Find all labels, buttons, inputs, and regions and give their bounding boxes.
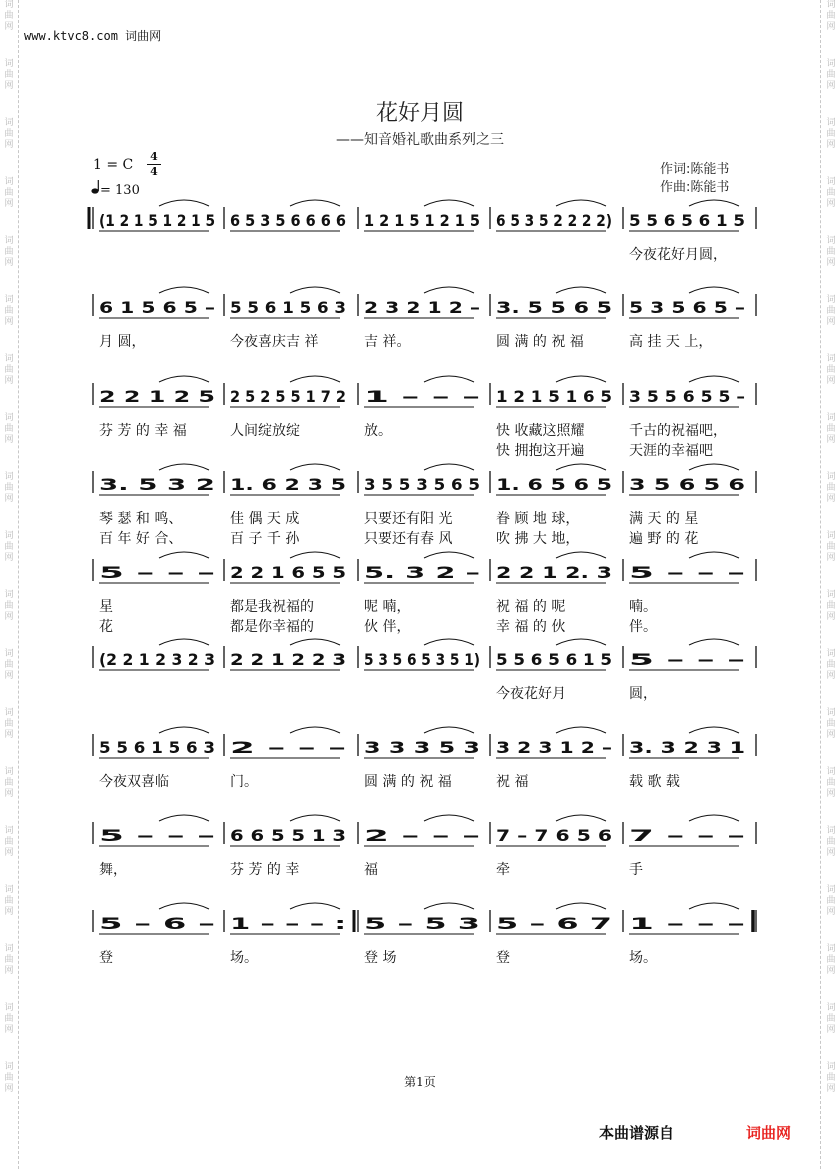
- measure-notes: 6 5 3 5 2 2 2 2): [496, 211, 612, 230]
- slur-arc: [424, 376, 474, 382]
- measure-notes: 3 2 3 1 2 –: [496, 738, 612, 757]
- watermark-char: 词: [4, 1062, 14, 1072]
- watermark-char: 词: [4, 767, 14, 777]
- watermark-char: 曲: [826, 424, 836, 434]
- watermark-char: 词: [4, 885, 14, 895]
- measure-notes: 1 2 1 5 1 2 1 5: [364, 211, 480, 230]
- slur-arc: [290, 903, 340, 909]
- measure-notes: 5 – – –: [629, 563, 745, 582]
- watermark-char: 曲: [4, 188, 14, 198]
- slur-arc: [689, 639, 739, 645]
- watermark-char: 词: [826, 826, 836, 836]
- lyric-verse-1: 芬 芳 的 幸 福: [99, 423, 187, 439]
- slur-arc: [159, 287, 209, 293]
- watermark-char: 曲: [826, 1073, 836, 1083]
- slur-arc: [689, 552, 739, 558]
- lyric-verse-1: 圆 满 的 祝 福: [496, 334, 584, 350]
- watermark-char: 词: [4, 118, 14, 128]
- slur-arc: [424, 552, 474, 558]
- source-label: 本曲谱源自: [599, 1124, 675, 1142]
- watermark-char: 词: [4, 1003, 14, 1013]
- slur-arc: [290, 287, 340, 293]
- measure-notes: 5 – 5 3: [364, 914, 480, 933]
- measure-notes: 5. 3 2 –: [364, 563, 480, 582]
- watermark-char: 网: [826, 966, 836, 976]
- watermark-char: 词: [826, 885, 836, 895]
- watermark-char: 曲: [826, 70, 836, 80]
- watermark-char: 曲: [4, 660, 14, 670]
- watermark-char: 曲: [826, 955, 836, 965]
- measure-notes: 7 – – –: [629, 826, 745, 845]
- lyric-verse-1: 快 收藏这照耀: [496, 423, 585, 439]
- slur-arc: [424, 727, 474, 733]
- lyric-verse-1: 人间绽放绽: [230, 423, 300, 439]
- watermark-char: 词: [4, 0, 14, 10]
- lyric-verse-1: 登 场: [364, 950, 397, 966]
- watermark-char: 词: [4, 649, 14, 659]
- slur-arc: [159, 376, 209, 382]
- watermark-char: 网: [4, 22, 14, 32]
- watermark-char: 曲: [4, 837, 14, 847]
- measure-notes: 2 5 2 5 5 1 7 2: [230, 387, 346, 406]
- measure-notes: 3 3 3 5 3: [364, 738, 480, 757]
- composer: 作曲:陈能书: [660, 180, 730, 195]
- lyric-verse-1: 眷 顾 地 球，: [496, 511, 580, 527]
- lyric-verse-1: 手: [629, 862, 643, 878]
- slur-arc: [556, 376, 606, 382]
- slur-arc: [689, 464, 739, 470]
- watermark-char: 网: [4, 258, 14, 268]
- measure-notes: (2 2 1 2 3 2 3: [99, 650, 215, 669]
- watermark-char: 网: [826, 317, 836, 327]
- meter-top: 4: [150, 150, 158, 163]
- lyric-verse-1: 芬 芳 的 幸: [230, 862, 300, 878]
- watermark-char: 网: [4, 966, 14, 976]
- slur-arc: [290, 376, 340, 382]
- watermark-char: 词: [826, 472, 836, 482]
- slur-arc: [290, 552, 340, 558]
- watermark-char: 曲: [4, 778, 14, 788]
- watermark-char: 网: [826, 376, 836, 386]
- measure-notes: 2 2 1 2. 3: [496, 563, 612, 582]
- measure-notes: 3. 5 3 2: [99, 475, 215, 494]
- watermark-char: 网: [4, 494, 14, 504]
- watermark-char: 曲: [826, 11, 836, 21]
- lyric-verse-2: 遍 野 的 花: [629, 531, 699, 547]
- watermark-char: 词: [826, 118, 836, 128]
- slur-arc: [556, 903, 606, 909]
- watermark-char: 曲: [4, 247, 14, 257]
- watermark-char: 曲: [4, 306, 14, 316]
- watermark-char: 曲: [826, 837, 836, 847]
- watermark-char: 曲: [826, 601, 836, 611]
- watermark-char: 曲: [4, 542, 14, 552]
- watermark-char: 词: [826, 590, 836, 600]
- slur-arc: [424, 639, 474, 645]
- watermark-char: 网: [826, 848, 836, 858]
- song-title: 花好月圆: [375, 101, 464, 126]
- watermark-char: 曲: [4, 70, 14, 80]
- watermark-char: 曲: [4, 955, 14, 965]
- lyric-verse-1: 福: [364, 862, 378, 878]
- site-url: www.ktvc8.com 词曲网: [24, 29, 162, 43]
- slur-arc: [290, 815, 340, 821]
- slur-arc: [689, 376, 739, 382]
- watermark-char: 网: [4, 81, 14, 91]
- lyric-verse-2: 伴。: [629, 619, 657, 635]
- lyric-verse-1: 高 挂 天 上，: [629, 334, 713, 350]
- measure-notes: 5 – – –: [99, 826, 215, 845]
- lyric-verse-1: 星: [99, 599, 113, 615]
- slur-arc: [689, 727, 739, 733]
- measure-notes: 5 5 6 1 5 6 3: [230, 298, 346, 317]
- lyric-verse-1: 祝 福 的 呢: [496, 599, 566, 615]
- lyric-verse-1: 月 圆，: [99, 334, 146, 350]
- measure-notes: 6 6 5 5 1 3: [230, 826, 346, 845]
- slur-arc: [689, 903, 739, 909]
- watermark-char: 网: [4, 789, 14, 799]
- watermark-char: 网: [826, 730, 836, 740]
- watermark-char: 词: [826, 944, 836, 954]
- watermark-char: 网: [826, 494, 836, 504]
- watermark-char: 词: [826, 649, 836, 659]
- measure-notes: 1 – – –: [629, 914, 745, 933]
- slur-arc: [159, 200, 209, 206]
- measure-notes: 5 3 5 6 5 3 5 1): [364, 650, 480, 669]
- watermark-char: 词: [4, 413, 14, 423]
- lyric-verse-2: 吹 拂 大 地，: [496, 531, 580, 547]
- slur-arc: [556, 815, 606, 821]
- measure-notes: 6 5 3 5 6 6 6 6: [230, 211, 346, 230]
- lyric-verse-1: 放。: [364, 423, 392, 439]
- measure-notes: 3 5 5 6 5 5 –: [629, 387, 745, 406]
- watermark-char: 网: [826, 553, 836, 563]
- slur-arc: [159, 639, 209, 645]
- slur-arc: [424, 200, 474, 206]
- measure-notes: 2 – – –: [230, 738, 346, 757]
- measure-notes: 5 3 5 6 5 –: [629, 298, 745, 317]
- watermark-char: 网: [826, 1025, 836, 1035]
- watermark-char: 词: [4, 295, 14, 305]
- watermark-char: 词: [826, 1003, 836, 1013]
- lyric-verse-1: 祝 福: [496, 774, 529, 790]
- measure-notes: 5 – – –: [629, 650, 745, 669]
- watermark-char: 词: [826, 177, 836, 187]
- lyricist: 作词:陈能书: [660, 162, 730, 177]
- measure-notes: 1 – – – :: [230, 914, 346, 933]
- watermark-char: 网: [4, 848, 14, 858]
- watermark-char: 曲: [826, 129, 836, 139]
- watermark-char: 网: [826, 199, 836, 209]
- lyric-verse-1: 今夜喜庆吉 祥: [230, 334, 319, 350]
- slur-arc: [556, 639, 606, 645]
- page-number: 第1页: [404, 1075, 436, 1089]
- watermark-char: 曲: [826, 542, 836, 552]
- watermark-char: 网: [4, 612, 14, 622]
- slur-arc: [556, 287, 606, 293]
- lyric-verse-2: 都是你幸福的: [230, 619, 314, 635]
- watermark-char: 词: [4, 59, 14, 69]
- watermark-char: 曲: [826, 365, 836, 375]
- lyric-verse-1: 登: [99, 950, 113, 966]
- key-signature: 1 = C: [93, 157, 134, 173]
- slur-arc: [424, 287, 474, 293]
- lyric-verse-2: 百 子 千 孙: [230, 531, 300, 547]
- slur-arc: [159, 815, 209, 821]
- measure-notes: 5 5 6 5 6 1 5: [496, 650, 612, 669]
- measure-notes: 5 5 6 5 6 1 5: [629, 211, 745, 230]
- watermark-char: 曲: [826, 896, 836, 906]
- measure-notes: 5 – 6 –: [99, 914, 215, 933]
- measure-notes: 6 1 5 6 5 –: [99, 298, 215, 317]
- watermark-char: 曲: [826, 660, 836, 670]
- slur-arc: [159, 552, 209, 558]
- measure-notes: 1 – – –: [364, 387, 480, 406]
- watermark-char: 词: [826, 413, 836, 423]
- watermark-char: 词: [826, 1062, 836, 1072]
- measure-notes: 2 2 1 6 5 5: [230, 563, 346, 582]
- watermark-char: 词: [826, 59, 836, 69]
- lyric-verse-1: 都是我祝福的: [230, 599, 314, 615]
- slur-arc: [159, 903, 209, 909]
- slur-arc: [290, 464, 340, 470]
- watermark-char: 网: [826, 81, 836, 91]
- tempo-value: = 130: [100, 183, 140, 198]
- watermark-char: 网: [826, 671, 836, 681]
- watermark-char: 词: [826, 531, 836, 541]
- measure-notes: 3. 5 5 6 5: [496, 298, 612, 317]
- lyric-verse-2: 花: [99, 619, 113, 635]
- slur-arc: [556, 464, 606, 470]
- lyric-verse-1: 喃。: [629, 599, 657, 615]
- measure-notes: 3 5 5 3 5 6 5: [364, 475, 480, 494]
- measure-notes: 5 – 6 7: [496, 914, 612, 933]
- watermark-char: 曲: [826, 188, 836, 198]
- lyric-verse-2: 快 拥抱这开遍: [496, 443, 585, 459]
- slur-arc: [556, 727, 606, 733]
- watermark-char: 曲: [4, 424, 14, 434]
- watermark-char: 网: [4, 140, 14, 150]
- watermark-char: 网: [4, 199, 14, 209]
- measure-notes: (1 2 1 5 1 2 1 5: [99, 211, 215, 230]
- lyric-verse-1: 门。: [230, 774, 258, 790]
- lyric-verse-1: 今夜花好月圆，: [629, 247, 727, 263]
- slur-arc: [556, 200, 606, 206]
- watermark-char: 曲: [4, 365, 14, 375]
- watermark-char: 网: [4, 1084, 14, 1094]
- watermark-char: 网: [4, 317, 14, 327]
- measure-notes: 7 – 7 6 5 6: [496, 826, 612, 845]
- watermark-char: 词: [4, 354, 14, 364]
- lyric-verse-1: 登: [496, 950, 510, 966]
- watermark-char: 词: [4, 177, 14, 187]
- measure-notes: 2 – – –: [364, 826, 480, 845]
- watermark-char: 曲: [4, 1073, 14, 1083]
- watermark-char: 网: [826, 140, 836, 150]
- slur-arc: [159, 464, 209, 470]
- lyric-verse-1: 千古的祝福吧，: [629, 423, 727, 439]
- lyric-verse-1: 舞，: [99, 862, 127, 878]
- watermark-char: 曲: [826, 778, 836, 788]
- watermark-char: 曲: [826, 483, 836, 493]
- watermark-char: 网: [826, 612, 836, 622]
- slur-arc: [689, 287, 739, 293]
- watermark-char: 词: [826, 295, 836, 305]
- watermark-char: 网: [826, 22, 836, 32]
- lyric-verse-1: 佳 偶 天 成: [230, 511, 300, 527]
- watermark-char: 曲: [826, 1014, 836, 1024]
- measure-notes: 1. 6 2 3 5: [230, 475, 346, 494]
- lyric-verse-1: 今夜双喜临: [99, 774, 169, 790]
- watermark-char: 网: [4, 1025, 14, 1035]
- watermark-char: 曲: [826, 247, 836, 257]
- watermark-char: 网: [826, 435, 836, 445]
- watermark-char: 网: [826, 907, 836, 917]
- watermark-char: 曲: [4, 1014, 14, 1024]
- watermark-char: 曲: [4, 896, 14, 906]
- slur-arc: [290, 200, 340, 206]
- slur-arc: [556, 552, 606, 558]
- watermark-char: 词: [4, 590, 14, 600]
- slur-arc: [290, 639, 340, 645]
- watermark-char: 词: [826, 767, 836, 777]
- watermark-char: 曲: [4, 601, 14, 611]
- measure-notes: 5 – – –: [99, 563, 215, 582]
- slur-arc: [689, 200, 739, 206]
- watermark-char: 曲: [4, 483, 14, 493]
- lyric-verse-2: 幸 福 的 伙: [496, 619, 566, 635]
- watermark-char: 网: [826, 789, 836, 799]
- watermark-char: 网: [4, 671, 14, 681]
- watermark-char: 网: [4, 435, 14, 445]
- measure-notes: 5 5 6 1 5 6 3: [99, 738, 215, 757]
- measure-notes: 2 2 1 2 2 3: [230, 650, 346, 669]
- watermark-char: 网: [4, 553, 14, 563]
- slur-arc: [424, 464, 474, 470]
- slur-arc: [290, 727, 340, 733]
- song-subtitle: ——知音婚礼歌曲系列之三: [336, 132, 504, 148]
- lyric-verse-1: 圆，: [629, 686, 657, 702]
- lyric-verse-1: 满 天 的 星: [629, 511, 699, 527]
- lyric-verse-1: 今夜花好月: [496, 686, 566, 702]
- watermark-char: 词: [826, 354, 836, 364]
- watermark-char: 网: [4, 907, 14, 917]
- measure-notes: 3 5 6 5 6: [629, 475, 745, 494]
- watermark-char: 曲: [826, 306, 836, 316]
- watermark-char: 词: [4, 236, 14, 246]
- watermark-char: 词: [4, 708, 14, 718]
- slur-arc: [424, 903, 474, 909]
- meter-bottom: 4: [150, 165, 158, 178]
- lyric-verse-2: 天涯的幸福吧: [629, 443, 713, 459]
- watermark-char: 网: [826, 258, 836, 268]
- watermark-char: 词: [826, 708, 836, 718]
- watermark-char: 网: [4, 730, 14, 740]
- lyric-verse-1: 牵: [496, 862, 510, 878]
- watermark-char: 曲: [4, 129, 14, 139]
- slur-arc: [689, 815, 739, 821]
- measure-notes: 2 2 1 2 5: [99, 387, 215, 406]
- watermark-char: 曲: [4, 719, 14, 729]
- lyric-verse-2: 伙 伴，: [364, 619, 411, 635]
- watermark-char: 词: [4, 472, 14, 482]
- watermark-char: 网: [4, 376, 14, 386]
- lyric-verse-1: 吉 祥。: [364, 334, 411, 350]
- lyric-verse-2: 百 年 好 合、: [99, 531, 183, 547]
- watermark-char: 词: [4, 944, 14, 954]
- lyric-verse-1: 呢 喃，: [364, 599, 411, 615]
- measure-notes: 3. 3 2 3 1: [629, 738, 745, 757]
- lyric-verse-1: 载 歌 载: [629, 774, 680, 790]
- lyric-verse-2: 只要还有春 风: [364, 531, 453, 547]
- slur-arc: [424, 815, 474, 821]
- watermark-char: 曲: [4, 11, 14, 21]
- watermark-char: 词: [826, 236, 836, 246]
- measure-notes: 2 3 2 1 2 –: [364, 298, 480, 317]
- watermark-char: 词: [826, 0, 836, 10]
- lyric-verse-1: 琴 瑟 和 鸣、: [99, 511, 183, 527]
- watermark-char: 词: [4, 826, 14, 836]
- watermark-char: 网: [826, 1084, 836, 1094]
- source-name: 词曲网: [746, 1124, 792, 1142]
- watermark-char: 词: [4, 531, 14, 541]
- slur-arc: [159, 727, 209, 733]
- watermark-char: 曲: [826, 719, 836, 729]
- measure-notes: 1 2 1 5 1 6 5: [496, 387, 612, 406]
- lyric-verse-1: 圆 满 的 祝 福: [364, 774, 452, 790]
- lyric-verse-1: 场。: [230, 950, 258, 966]
- lyric-verse-1: 场。: [629, 950, 657, 966]
- lyric-verse-1: 只要还有阳 光: [364, 511, 453, 527]
- measure-notes: 1. 6 5 6 5: [496, 475, 612, 494]
